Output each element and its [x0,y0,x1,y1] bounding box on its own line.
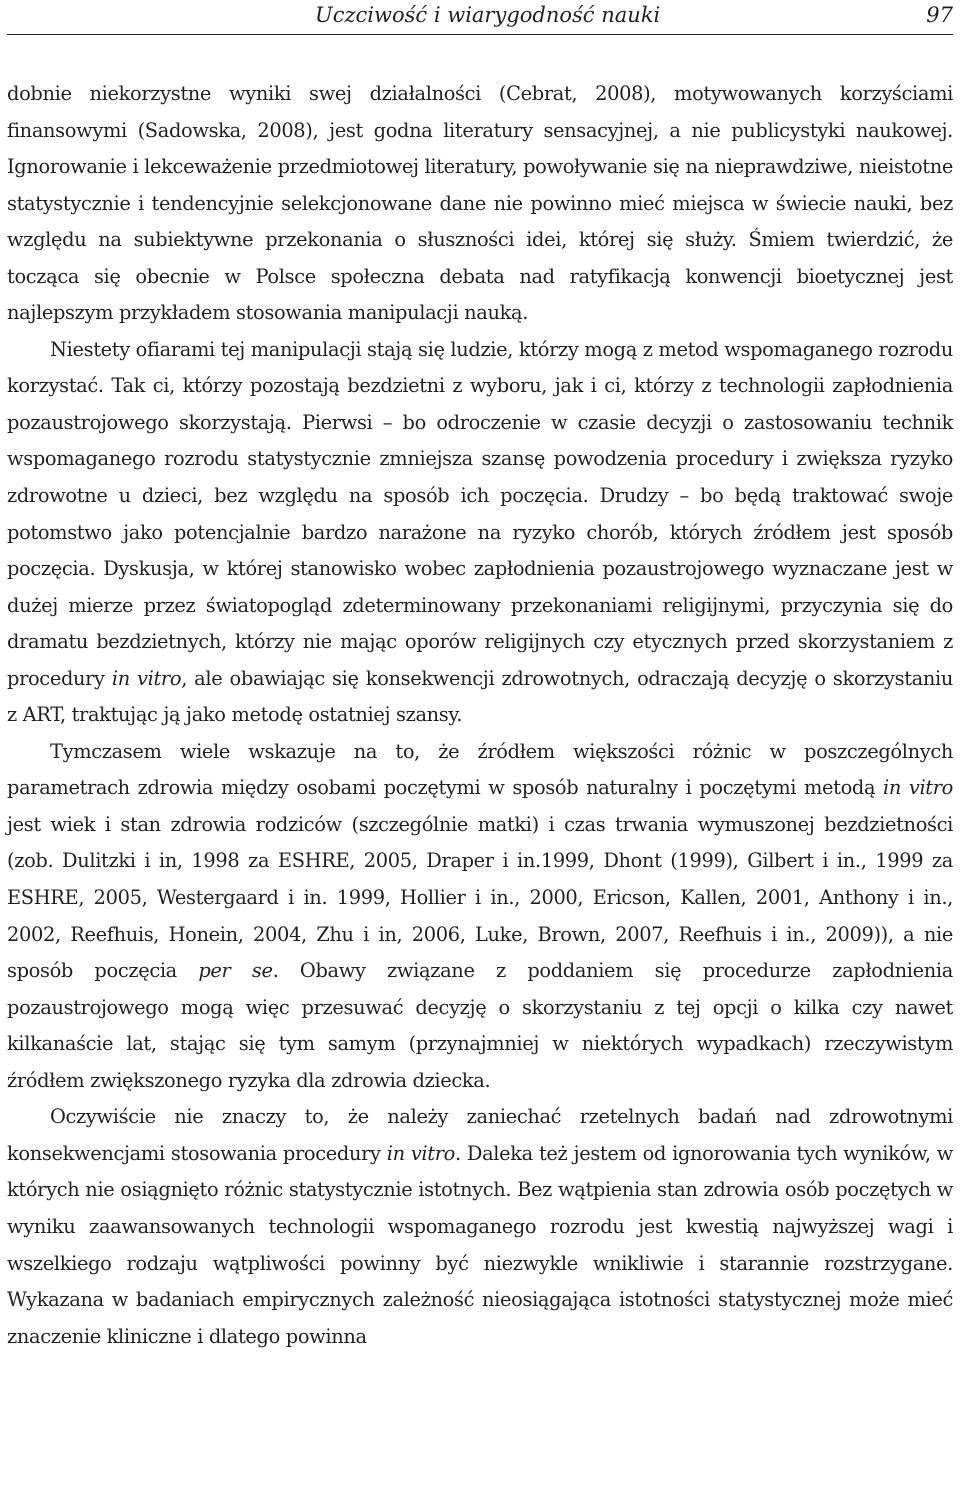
paragraph-1-text: dobnie niekorzystne wyniki swej działalności (Cebrat, 2008), motywowanych korzyściami finansowymi (Sadowska, 2008), jest godna literatury sensacyjnej, a nie publicystyki naukowej. Ignorowanie i lekceważenie przedmiotowej literatury, powoływanie się na nieprawdziwe, nieistotne statystycznie i tendencyjnie selekcjonowane dane nie powinno mieć miejsca w świecie nauki, bez względu na subiektywne przekonania o słuszności idei, której się służy. Śmiem twierdzić, że tocząca się obecnie w Polsce społeczna debata nad ratyfikacją konwencji bioetycznej jest najlepszym przykładem stosowania manipulacji nauką. [7,82,953,325]
running-header [7,0,953,35]
body-text [7,76,953,1355]
paragraph-3-text-b: jest wiek i stan zdrowia rodziców (szczególnie matki) i czas trwania wymuszonej bezdzietności (zob. Dulitzki i in, 1998 za ESHRE, 2005, Draper i in.1999, Dhont (1999), Gilbert i in., 1999 za ESHRE, 2005, Westergaard i in. 1999, Hollier i in., 2000, Ericson, Kallen, 2001, Anthony i in., 2002, Reefhuis, Honein, 2004, Zhu i in, 2006, Luke, Brown, 2007, Reefhuis i in., 2009)), a nie sposób poczęcia [7,812,953,983]
paragraph-3-text-a: Tymczasem wiele wskazuje na to, że źródłem większości różnic w poszczególnych parametrach zdrowia między osobami poczętymi w sposób naturalny i poczętymi metodą [7,739,953,800]
paragraph-4 [7,1099,953,1355]
paragraph-2-italic-term: in vitro [111,666,182,690]
paragraph-3-italic-term-2: per se [198,959,273,983]
paragraph-3-italic-term-1: in vitro [883,776,953,800]
paragraph-4-text-b: . Daleka też jestem od ignorowania tych wyników, w których nie osiągnięto różnic statystycznie istotnych. Bez wątpienia stan zdrowia osób poczętych w wyniku zaawansowanych technologii wspomaganego rozrodu jest kwestią najwyższej wagi i wszelkiego rodzaju wątpliwości powinny być niezwykle wnikliwie i starannie rozstrzygane. Wykazana w badaniach empirycznych zależność nieosiągająca istotności statystycznej może mieć znaczenie kliniczne i dlatego powinna [7,1141,953,1348]
page-number: 97 [926,3,953,27]
paragraph-2 [7,332,953,734]
paragraph-4-text-a: Oczywiście nie znaczy to, że należy zaniechać rzetelnych badań nad zdrowotnymi konsekwencjami stosowania procedury [7,1105,953,1165]
paragraph-2-text-b: , ale obawiając się konsekwencji zdrowotnych, odraczają decyzję o skorzystaniu z ART, traktując ją jako metodę ostatniej szansy. [7,666,953,727]
paragraph-1 [7,76,953,332]
paragraph-3 [7,734,953,1099]
paragraph-3-text-c: . Obawy związane z poddaniem się procedurze zapłodnienia pozaustrojowego mogą więc przesuwać decyzję o skorzystaniu z tej opcji o kilka czy nawet kilkanaście lat, stając się tym samym (przynajmniej w niektórych wypadkach) rzeczywistym źródłem zwiększonego ryzyka dla zdrowia dziecka. [7,959,953,1092]
paragraph-4-italic-term: in vitro [386,1141,455,1165]
running-title: Uczciwość i wiarygodność nauki [315,3,661,27]
paragraph-2-text-a: Niestety ofiarami tej manipulacji stają się ludzie, którzy mogą z metod wspomaganego rozrodu korzystać. Tak ci, którzy pozostają bezdzietni z wyboru, jak i ci, którzy z technologii zapłodnienia pozaustrojowego skorzystają. Pierwsi – bo odroczenie w czasie decyzji o zastosowaniu technik wspomaganego rozrodu statystycznie zmniejsza szansę powodzenia procedury i zwiększa ryzyko zdrowotne u dzieci, bez względu na sposób ich poczęcia. Drudzy – bo będą traktować swoje potomstwo jako potencjalnie bardzo narażone na ryzyko chorób, których źródłem jest sposób poczęcia. Dyskusja, w której stanowisko wobec zapłodnienia pozaustrojowego wyznaczane jest w dużej mierze przez światopogląd zdeterminowany przekonaniami religijnymi, przyczynia się do dramatu bezdzietnych, którzy nie mając oporów religijnych czy etycznych przed skorzystaniem z procedury [7,337,953,690]
